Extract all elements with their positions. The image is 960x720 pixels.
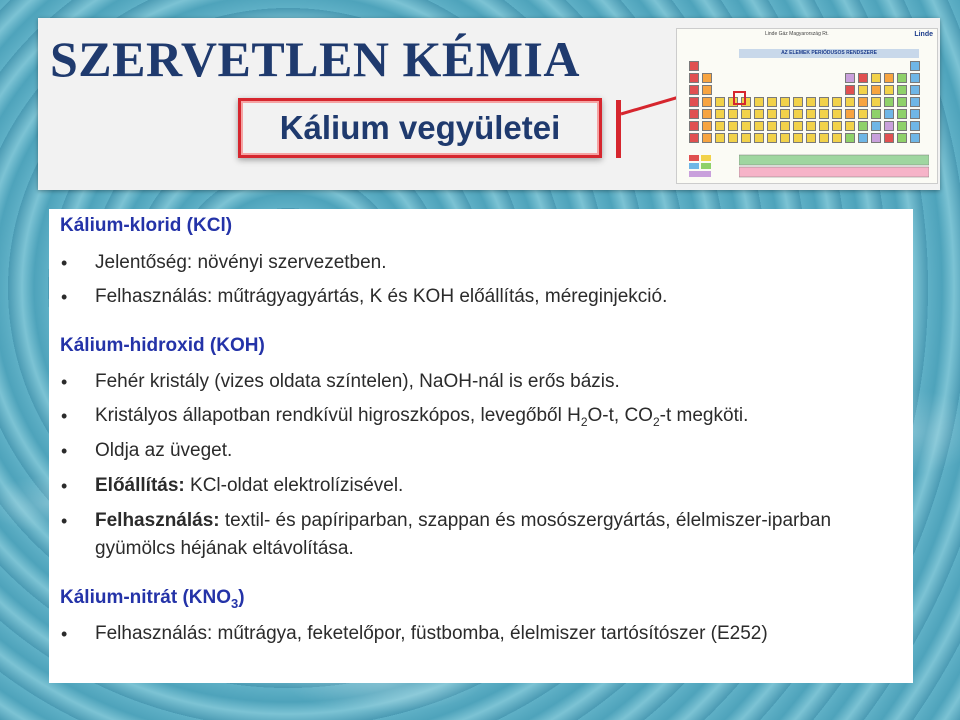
slide-title: SZERVETLEN KÉMIA <box>50 31 580 87</box>
periodic-table-cell <box>819 109 829 119</box>
periodic-table-cell <box>702 85 712 95</box>
slide-subtitle: Kálium vegyületei <box>279 109 561 146</box>
periodic-table-cell <box>780 109 790 119</box>
periodic-table-cell <box>832 133 842 143</box>
periodic-table-cell <box>767 121 777 131</box>
production-text: KCl-oldat elektrolízisével. <box>184 475 404 496</box>
periodic-table-cell <box>767 97 777 107</box>
periodic-table-cell <box>793 121 803 131</box>
periodic-table-cell <box>897 109 907 119</box>
periodic-table-cell <box>884 121 894 131</box>
section-heading-koh: Kálium-hidroxid (KOH) <box>60 335 265 356</box>
periodic-table-cell <box>702 121 712 131</box>
periodic-table-cell <box>767 133 777 143</box>
bullet-koh-usage <box>95 507 895 563</box>
periodic-table-cell <box>806 121 816 131</box>
periodic-table-cell <box>754 133 764 143</box>
periodic-table-cell <box>871 85 881 95</box>
subscript-3: 3 <box>231 595 239 611</box>
periodic-table-cell <box>884 97 894 107</box>
periodic-table-cell <box>728 121 738 131</box>
periodic-table-cell <box>728 109 738 119</box>
periodic-table-cell <box>780 133 790 143</box>
subscript-2: 2 <box>580 414 588 429</box>
periodic-table-cell <box>858 133 868 143</box>
periodic-table-cell <box>832 121 842 131</box>
periodic-table-cell <box>910 109 920 119</box>
periodic-table-cell <box>702 97 712 107</box>
periodic-table-cell <box>832 97 842 107</box>
bullet-koh-hygroscopic <box>95 402 895 436</box>
periodic-table-legend <box>685 153 733 181</box>
periodic-table-cell <box>754 97 764 107</box>
periodic-table-cell <box>715 121 725 131</box>
periodic-table-cell <box>858 97 868 107</box>
periodic-table-cell <box>897 73 907 83</box>
periodic-table-cell <box>819 97 829 107</box>
periodic-table-cell <box>793 109 803 119</box>
periodic-table-cell <box>767 109 777 119</box>
periodic-table-cell <box>806 97 816 107</box>
periodic-table-cell <box>897 85 907 95</box>
periodic-table-cell <box>884 133 894 143</box>
periodic-table-cell <box>780 121 790 131</box>
periodic-table-cell <box>689 73 699 83</box>
section-heading-kno3 <box>60 587 245 611</box>
potassium-highlight <box>733 91 746 105</box>
bullet-kcl-usage: • Felhasználás: műtrágyagyártás, K és KOH előállítás, méreginjekció. <box>95 283 895 311</box>
heading-kno3-main: Kálium-nitrát (KNO <box>60 587 231 608</box>
linde-logo: Linde <box>914 31 933 38</box>
periodic-table-cell <box>689 97 699 107</box>
periodic-table-cell <box>819 133 829 143</box>
periodic-table-cell <box>871 109 881 119</box>
bullet-koh-appearance: • Fehér kristály (vizes oldata színtelen), NaOH-nál is erős bázis. <box>95 368 895 396</box>
section-heading-kcl: Kálium-klorid (KCl) <box>60 215 233 236</box>
periodic-table-cell <box>884 73 894 83</box>
periodic-table-cell <box>741 133 751 143</box>
bullet-koh-hygroscopic-part2: O-t, CO <box>587 405 653 426</box>
periodic-table-cell <box>871 133 881 143</box>
periodic-table-cell <box>754 109 764 119</box>
periodic-table-org: Linde Gáz Magyarország Rt. <box>765 31 829 37</box>
periodic-table-cell <box>845 97 855 107</box>
production-label: Előállítás: <box>95 475 185 496</box>
periodic-table-cell <box>910 133 920 143</box>
periodic-table-cell <box>702 109 712 119</box>
title-panel <box>38 18 940 190</box>
periodic-table-image <box>676 28 938 184</box>
periodic-table-cell <box>741 109 751 119</box>
heading-kno3-end: ) <box>238 587 245 608</box>
periodic-table-cell <box>871 121 881 131</box>
periodic-table-cell <box>715 109 725 119</box>
periodic-table-cell <box>715 133 725 143</box>
periodic-table-cell <box>910 97 920 107</box>
periodic-table-cell <box>897 97 907 107</box>
subscript-2: 2 <box>652 414 660 429</box>
periodic-table-cell <box>858 109 868 119</box>
periodic-table-cell <box>793 133 803 143</box>
periodic-table-cell <box>819 121 829 131</box>
periodic-table-series <box>739 153 929 179</box>
periodic-table-cell <box>858 121 868 131</box>
usage-label: Felhasználás: <box>95 510 220 531</box>
periodic-table-cell <box>845 85 855 95</box>
periodic-table-header <box>737 31 937 45</box>
periodic-table-cell <box>845 133 855 143</box>
periodic-table-cell <box>728 133 738 143</box>
periodic-table-cell <box>858 73 868 83</box>
periodic-table-cell <box>806 133 816 143</box>
periodic-table-cell <box>715 97 725 107</box>
bullet-kcl-significance: • Jelentőség: növényi szervezetben. <box>95 249 895 277</box>
bullet-koh-hygroscopic-part3: -t megköti. <box>659 405 749 426</box>
periodic-table-cell <box>871 73 881 83</box>
periodic-table-cell <box>871 97 881 107</box>
periodic-table-cell <box>689 121 699 131</box>
periodic-table-cell <box>845 109 855 119</box>
periodic-table-cell <box>702 73 712 83</box>
periodic-table-cell <box>689 133 699 143</box>
periodic-table-cell <box>884 85 894 95</box>
periodic-table-cell <box>689 109 699 119</box>
periodic-table-cell <box>910 73 920 83</box>
periodic-table-cell <box>689 85 699 95</box>
periodic-table-cell <box>845 73 855 83</box>
periodic-table-banner: AZ ELEMEK PERIÓDUSOS RENDSZERE <box>739 49 919 58</box>
periodic-table-cell <box>793 97 803 107</box>
periodic-table-cell <box>780 97 790 107</box>
bullet-koh-hygroscopic-part1: Kristályos állapotban rendkívül higroszkópos, levegőből H <box>95 405 581 426</box>
periodic-table-cell <box>858 85 868 95</box>
periodic-table-cell <box>910 85 920 95</box>
usage-text: textil- és papíriparban, szappan és mosószergyártás, élelmiszer-iparban gyümölcs héjának eltávolítása. <box>95 510 832 559</box>
bullet-koh-glass: • Oldja az üveget. <box>95 437 895 465</box>
periodic-table-cell <box>884 109 894 119</box>
subtitle-box <box>238 98 602 158</box>
content-panel <box>49 209 913 683</box>
periodic-table-cell <box>832 109 842 119</box>
bullet-koh-production <box>95 472 895 500</box>
periodic-table-cell <box>897 133 907 143</box>
periodic-table-cell <box>910 121 920 131</box>
periodic-table-cell <box>754 121 764 131</box>
periodic-table-cell <box>689 61 699 71</box>
periodic-table-cell <box>806 109 816 119</box>
periodic-table-cell <box>702 133 712 143</box>
callout-bar <box>616 100 621 158</box>
periodic-table-cell <box>845 121 855 131</box>
periodic-table-cell <box>741 121 751 131</box>
periodic-table-grid <box>685 61 935 149</box>
periodic-table-cell <box>910 61 920 71</box>
periodic-table-cell <box>897 121 907 131</box>
bullet-kno3-usage: • Felhasználás: műtrágya, feketelőpor, füstbomba, élelmiszer tartósítószer (E252) <box>95 620 895 648</box>
